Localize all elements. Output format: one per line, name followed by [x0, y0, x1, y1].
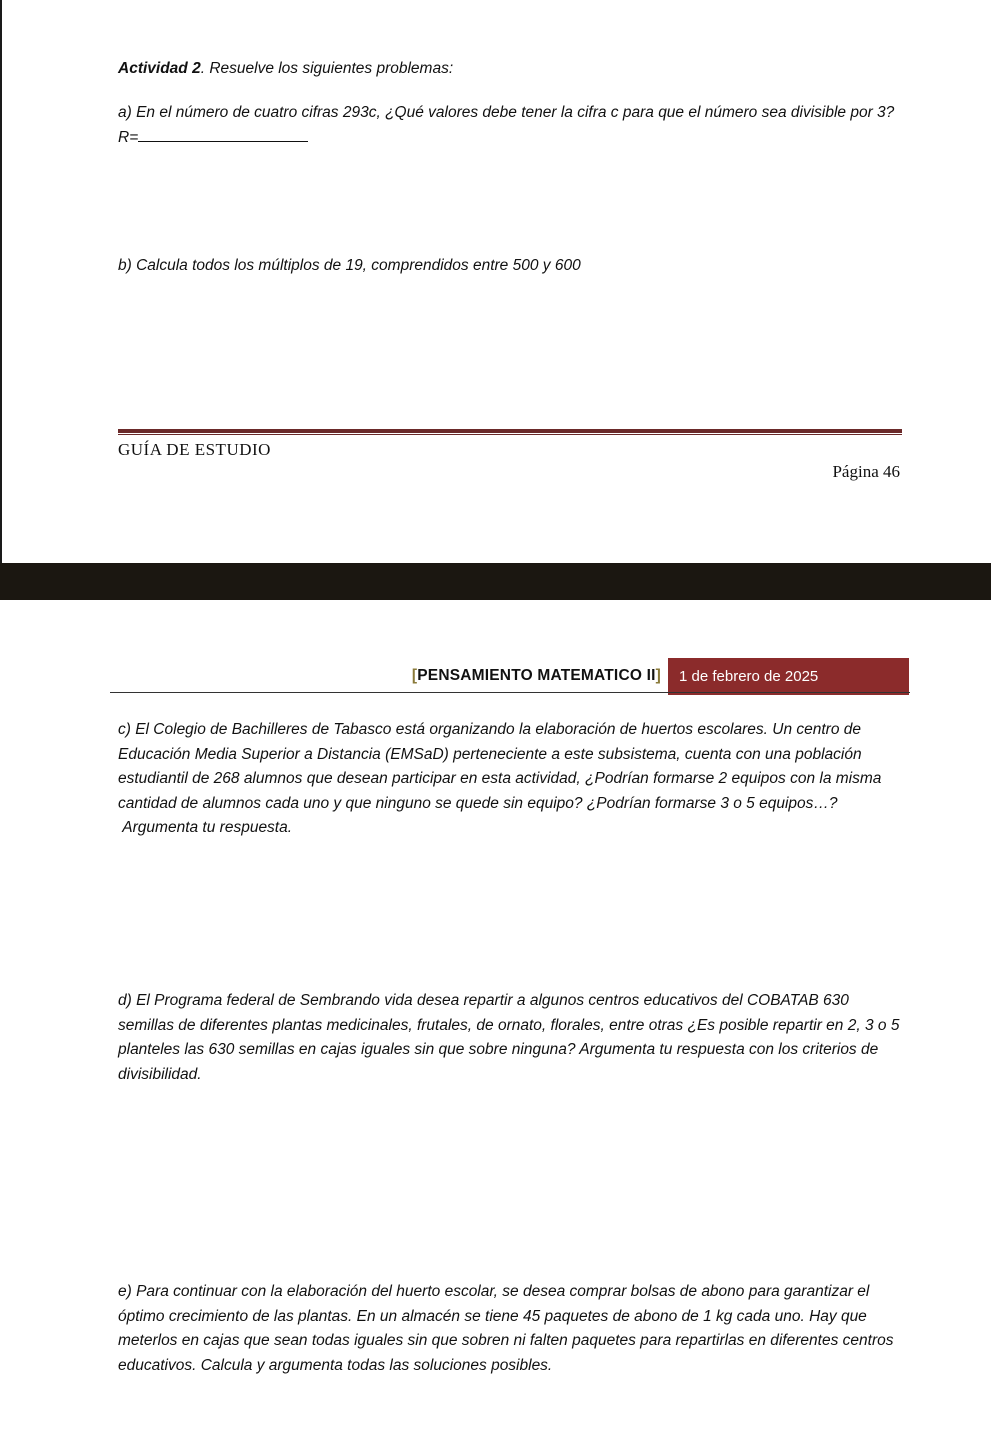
footer-rule-thin [118, 434, 902, 435]
answer-blank [138, 127, 308, 142]
problem-e: e) Para continuar con la elaboración del huerto escolar, se desea comprar bolsas de abono para garantizar el óptimo crecimiento de las plantas. En un almacén se tiene 45 paquetes de abono de 1 kg cada uno. Hay que meterlos en cajas que sean todas iguales sin que sobren ni falten paquetes para repartirlas en diferentes centros educativos. Calcula y argumenta todas las soluciones posibles. [118, 1283, 894, 1374]
page-separator [0, 563, 991, 600]
bracket-open: [ [411, 667, 418, 684]
page-number: Página 46 [832, 462, 900, 481]
activity-instruction: . Resuelve los siguientes problemas: [200, 60, 454, 77]
activity-label: Actividad 2 [118, 60, 201, 77]
problem-c: c) El Colegio de Bachilleres de Tabasco está organizando la elaboración de huertos escolares. Un centro de Educación Media Superior a Distancia (EMSaD) perteneciente a este subsistema, cuenta con una población estudiantil de 268 alumnos que desean participar en esta actividad, ¿Podrían formarse 2 equipos con la misma cantidad de alumnos cada uno y que ninguno se quede sin equipo? ¿Podrían formarse 3 o 5 equipos…? Argumenta tu respuesta. [118, 721, 882, 836]
problem-d: d) El Programa federal de Sembrando vida desea repartir a algunos centros educativos del COBATAB 630 semillas de diferentes plantas medicinales, frutales, de ornato, florales, entre otras ¿Es posible repartir en 2, 3 o 5 planteles las 630 semillas en cajas iguales sin que sobre ninguna? Argumenta tu respuesta con los criterios de divisibilidad. [118, 992, 900, 1083]
footer-guide-label: GUÍA DE ESTUDIO [118, 440, 271, 459]
problem-b: b) Calcula todos los múltiplos de 19, comprendidos entre 500 y 600 [118, 257, 581, 274]
course-name: PENSAMIENTO MATEMATICO II [417, 667, 656, 684]
page-header [0, 657, 991, 697]
header-rule [110, 692, 910, 693]
course-title [412, 667, 661, 685]
problem-a [118, 101, 908, 150]
page-left-border [0, 0, 2, 565]
activity-title [118, 60, 453, 78]
footer-rule [118, 429, 902, 433]
bracket-close: ] [655, 667, 661, 684]
problem-a-text: a) En el número de cuatro cifras 293c, ¿Qué valores debe tener la cifra c para que el número sea divisible por 3? R= [118, 104, 895, 146]
header-date: 1 de febrero de 2025 [668, 658, 909, 695]
